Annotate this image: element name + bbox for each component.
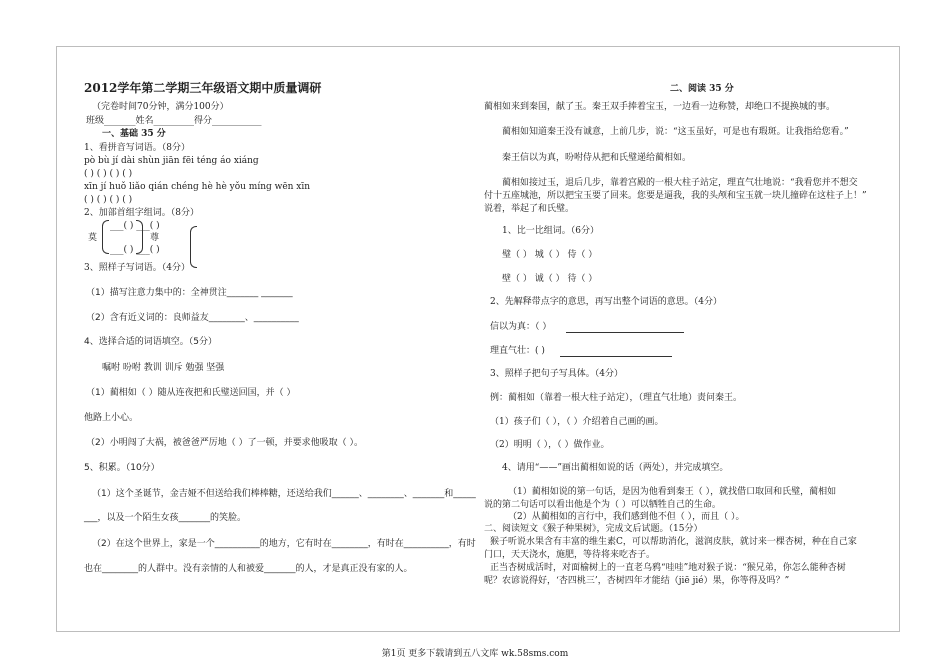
reading-question-4: 4、请用“——”画出蔺相如说的话（两处），并完成填空。 — [502, 463, 729, 473]
q1-pinyin-row-1: pò bù jí dài shùn jiān fēi téng áo xiáng — [84, 156, 259, 166]
q5-item-1-line-1: （1）这个圣诞节，金吉娅不但送给我们棒棒糖，还送给我们______、________、_______和_____ — [92, 489, 476, 499]
q1-pinyin-row-2: xīn jí huǒ liǎo qián chéng hè hè yǒu míng wēn xīn — [84, 182, 311, 192]
q5-item-2-line-2: 也在________的人群中。没有亲情的人和被爱_______的人，才是真正没有家的人。 — [84, 564, 413, 574]
q4-sentence-1-cont: 他路上小心。 — [84, 413, 139, 423]
reading-question-2: 2、先解释带点字的意思，再写出整个词语的意思。（4分） — [490, 297, 722, 307]
reading-question-1: 1、比一比组词。（6分） — [502, 226, 599, 236]
question-5: 5、积累。（10分） — [84, 463, 160, 473]
question-3: 3、照样子写词语。（4分） — [84, 263, 190, 273]
section-2-passage-question: 二、阅读短文《猴子种果树》，完成文后试题。（15分） — [484, 524, 703, 534]
reading-paragraph-4-line-1: 蔺相如接过玉，退后几步，靠着宫殿的一根大柱子站定，理直气壮地说：“我看您并不想交 — [502, 178, 858, 188]
r1-row-2: 壁（ ） 诚（ ） 待（ ） — [502, 274, 598, 284]
reading-paragraph-4-line-2: 付十五座城池，所以把宝玉要了回来。您要是逼我，我的头颅和宝玉就一块儿撞碎在这柱子上！” — [484, 191, 867, 201]
brace-left-2 — [190, 226, 197, 268]
reading-paragraph-2: 蔺相如知道秦王没有诚意，上前几步，说：“这玉虽好，可是也有瑕斑。让我指给您看。” — [502, 127, 849, 137]
exam-title: 2012学年第二学期三年级语文期中质量调研 — [84, 81, 322, 95]
reading-paragraph-4-line-3: 说着，举起了和氏璧。 — [484, 204, 575, 214]
r4-item-1-line-2: 说的第二句话可以看出他是个为（ ）可以牺牲自己的生命。 — [484, 500, 721, 510]
q5-item-1-line-2: ___，以及一个陌生女孩_______的笑脸。 — [84, 513, 247, 523]
student-info-line: 班级_______姓名_________得分___________ — [86, 116, 262, 126]
r2-item-2: 理直气壮：( ) — [490, 346, 545, 356]
reading-question-3: 3、照样子把句子写具体。（4分） — [490, 369, 623, 379]
section-basics-heading: 一、基础 35 分 — [102, 129, 166, 139]
r4-item-2: （2）从蔺相如的言行中，我们感到他不但（ ），而且（ ）。 — [508, 512, 745, 522]
q3-item-1: （1）描写注意力集中的：全神贯注_______ _______ — [86, 288, 293, 298]
r3-example: 例：蔺相如（靠着一根大柱子站定），（理直气壮地）责问秦王。 — [490, 393, 743, 403]
q2-char-2: 尊 — [150, 233, 160, 243]
r2-answer-line-1[interactable] — [566, 332, 684, 333]
exam-info: （完卷时间70分钟，满分100分） — [92, 102, 229, 112]
question-4: 4、选择合适的词语填空。（5分） — [84, 337, 217, 347]
q4-sentence-2: （2）小明闯了大祸，被爸爸严厉地（ ）了一顿，并要求他吸取（ ）。 — [86, 438, 363, 448]
passage-paragraph-2-line-2: 呢？农谚说得好，‘杏四桃三’，杏树四年才能结（jiē jié）果，你等得及吗？” — [484, 576, 790, 586]
q2-row-1: ___( ) ___( ) — [110, 221, 160, 231]
q3-item-2: （2）含有近义词的：良师益友________、__________ — [86, 313, 299, 323]
passage-paragraph-1-line-1: 猴子听说水果含有丰富的维生素C，可以帮助消化，滋润皮肤，就讨来一棵杏树，种在自己家 — [490, 537, 857, 547]
brace-left-1 — [102, 220, 109, 254]
reading-paragraph-3: 秦王信以为真，吩咐侍从把和氏璧递给蔺相如。 — [502, 153, 692, 163]
r3-item-1: （1）孩子们（ ），（ ）介绍着自己画的画。 — [490, 417, 664, 427]
q2-row-2: ___( ) ___( ) — [110, 245, 160, 255]
reading-paragraph-1: 蔺相如来到秦国，献了玉。秦王双手捧着宝玉，一边看一边称赞，却绝口不提换城的事。 — [484, 102, 836, 112]
r4-item-1-line-1: （1）蔺相如说的第一句话，是因为他看到秦王（ ），就找借口取回和氏璧，蔺相如 — [508, 487, 837, 497]
r2-answer-line-2[interactable] — [560, 356, 672, 357]
q1-blanks-row-1: ( ) ( ) ( ) ( ) — [84, 169, 133, 179]
r3-item-2: （2）明明（ ），（ ）做作业。 — [490, 440, 610, 450]
q2-char-1: 莫 — [88, 233, 98, 243]
passage-paragraph-2-line-1: 正当杏树成活时，对面榆树上的一直老乌鸦“哇哇”地对猴子说：“猴兄弟，你怎么能种杏树 — [490, 563, 846, 573]
question-1: 1、看拼音写词语。（8分） — [84, 143, 190, 153]
passage-paragraph-1-line-2: 门口，天天浇水，施肥，等待将来吃杏子。 — [484, 550, 656, 560]
page-footer: 第1页 更多下载请到五八文库 wk.58sms.com — [381, 649, 569, 659]
q4-word-bank: 嘱咐 吩咐 教训 训斥 勉强 坚强 — [102, 363, 225, 373]
q4-sentence-1: （1）蔺相如（ ）随从连夜把和氏璧送回国，并（ ） — [86, 388, 296, 398]
r1-row-1: 璧（ ） 城（ ） 侍（ ） — [502, 250, 598, 260]
section-reading-heading: 二、阅读 35 分 — [670, 84, 734, 94]
question-2: 2、加部首组字组词。（8分） — [84, 208, 199, 218]
r2-item-1: 信以为真：（ ） — [490, 322, 552, 332]
q5-item-2-line-1: （2）在这个世界上，家是一个__________的地方，它有时在________，有时在__________，有时 — [92, 539, 476, 549]
q1-blanks-row-2: ( ) ( ) ( ) ( ) — [84, 195, 133, 205]
